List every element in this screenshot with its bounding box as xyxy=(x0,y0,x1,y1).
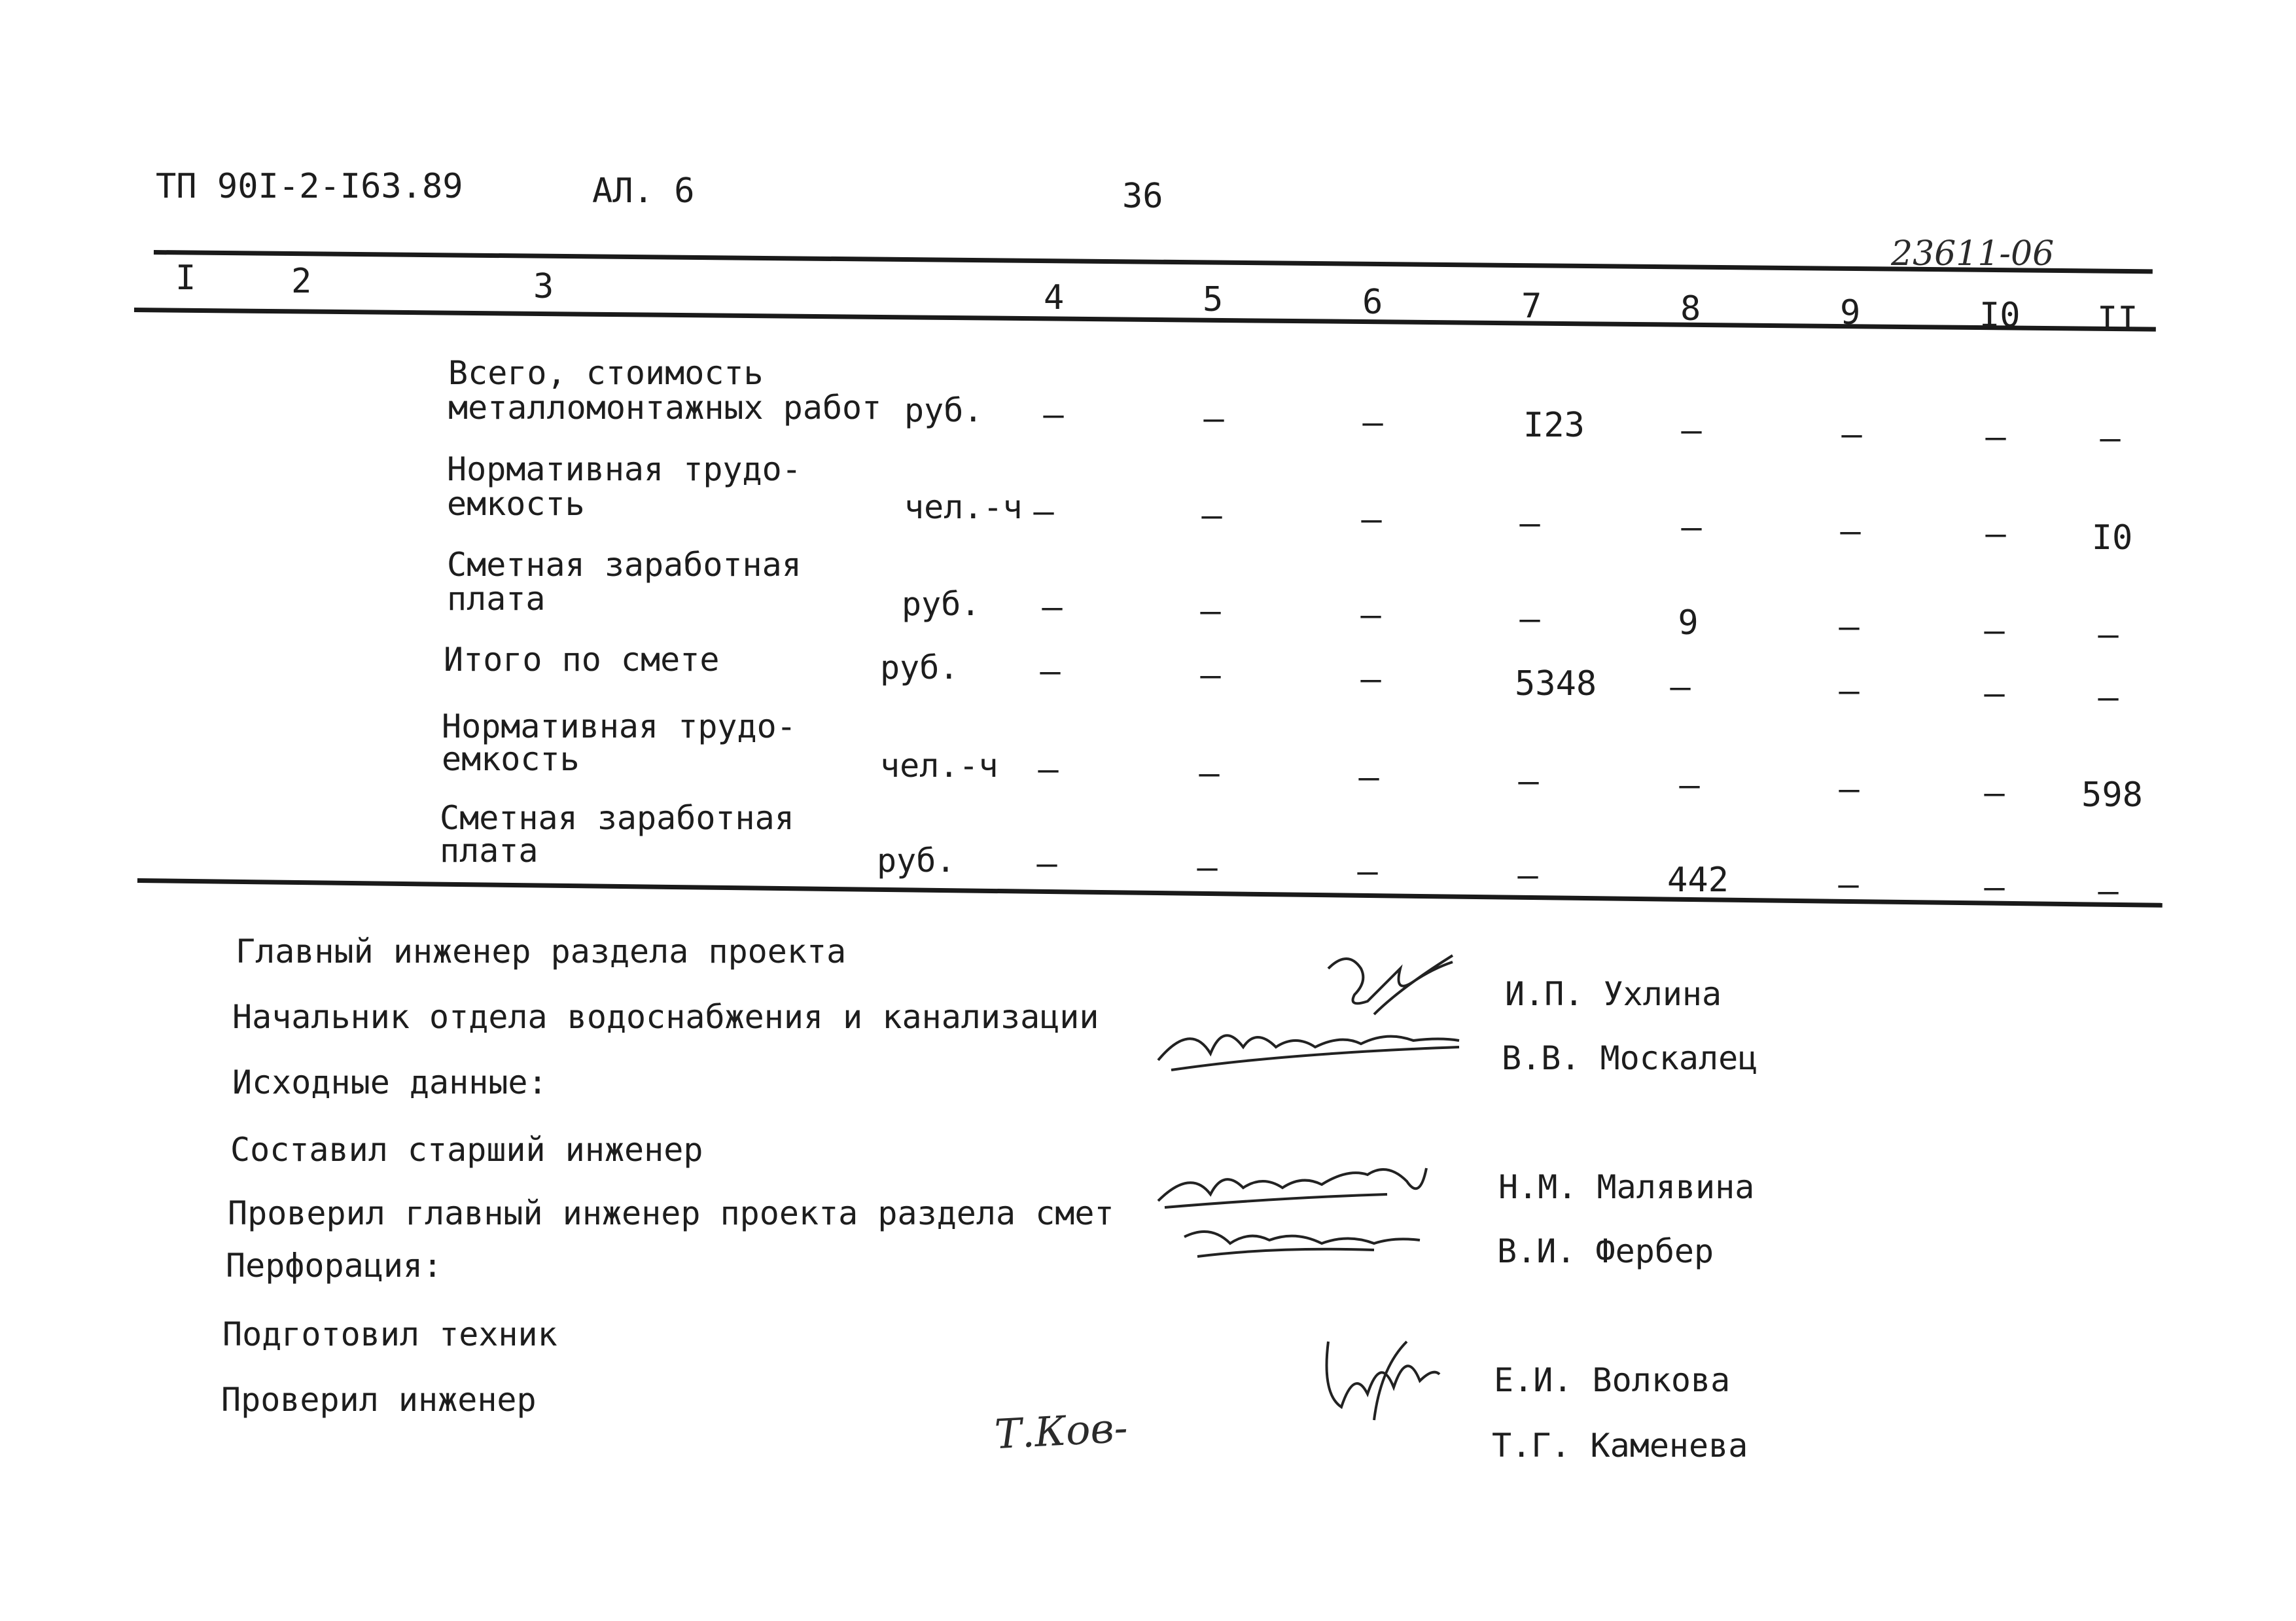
signature-role: Составил старший инженер xyxy=(230,1131,703,1169)
cell-col7: 5348 xyxy=(1515,664,1597,704)
row-label-line1: Нормативная трудо- xyxy=(442,707,796,745)
column-header-10: I0 xyxy=(1979,296,2021,335)
row-unit: руб. xyxy=(877,842,956,880)
column-header-2: 2 xyxy=(291,262,312,301)
cell-col8: 442 xyxy=(1667,861,1729,900)
cell-col9: – xyxy=(1839,607,1860,647)
cell-col4: – xyxy=(1033,492,1054,531)
column-header-4: 4 xyxy=(1044,278,1065,317)
cell-col5: – xyxy=(1200,592,1221,631)
signature-name: Е.И. Волкова xyxy=(1494,1361,1731,1399)
row-label-line1: Сметная заработная xyxy=(447,546,802,584)
cell-col10: – xyxy=(1985,514,2006,554)
cell-col11: – xyxy=(2100,419,2121,458)
cell-col9: – xyxy=(1839,671,1860,711)
signature-role: Подготовил техник xyxy=(222,1315,557,1353)
cell-col11: – xyxy=(2098,678,2119,717)
cell-col7: – xyxy=(1519,599,1540,639)
signature-ferber-image xyxy=(1178,1217,1426,1270)
cell-col10: – xyxy=(1985,418,2006,457)
column-header-9: 9 xyxy=(1840,293,1861,332)
cell-col4: – xyxy=(1043,395,1064,435)
cell-col7: – xyxy=(1518,762,1539,801)
cell-col6: – xyxy=(1362,403,1383,442)
cell-col5: – xyxy=(1197,848,1218,887)
row-unit: чел.-ч xyxy=(904,488,1023,526)
column-header-6: 6 xyxy=(1362,283,1383,322)
signature-moskalets-image xyxy=(1152,1008,1466,1080)
column-header-11: II xyxy=(2097,300,2138,339)
signature-kameneva-handwritten: Т.Ков- xyxy=(993,1403,1129,1459)
row-label-line1: Нормативная трудо- xyxy=(447,450,802,488)
table-top-rule xyxy=(154,250,2153,274)
cell-col8: – xyxy=(1681,508,1702,547)
cell-col11: I0 xyxy=(2091,518,2133,558)
cell-col5: – xyxy=(1201,496,1222,535)
row-label-line1: Сметная заработная xyxy=(440,799,794,837)
row-label-line1: Итого по смете xyxy=(444,641,720,679)
signature-role: Исходные данные: xyxy=(232,1063,548,1101)
cell-col4: – xyxy=(1040,652,1061,691)
cell-col5: – xyxy=(1203,399,1224,438)
signature-role: Проверил главный инженер проекта раздела смет xyxy=(228,1194,1114,1232)
cell-col7: – xyxy=(1519,504,1540,543)
cell-col4: – xyxy=(1036,844,1057,883)
row-unit: руб. xyxy=(902,585,981,623)
row-unit: чел.-ч xyxy=(880,747,998,785)
cell-col6: – xyxy=(1360,596,1381,635)
signature-volkova-image xyxy=(1315,1328,1446,1427)
cell-col8: – xyxy=(1670,668,1691,707)
column-header-8: 8 xyxy=(1680,289,1701,329)
cell-col11: – xyxy=(2098,615,2119,654)
row-unit: руб. xyxy=(904,391,983,429)
cell-col6: – xyxy=(1357,852,1378,891)
signature-role: Проверил инженер xyxy=(221,1381,537,1419)
column-header-1: I xyxy=(175,258,196,298)
cell-col10: – xyxy=(1984,868,2005,907)
cell-col8: – xyxy=(1679,766,1700,805)
signature-name: В.И. Фербер xyxy=(1497,1232,1714,1270)
cell-col11: 598 xyxy=(2081,775,2143,815)
cell-col10: – xyxy=(1984,674,2005,713)
cell-col9: – xyxy=(1840,512,1861,551)
cell-col7: I23 xyxy=(1523,406,1585,445)
signature-role: Начальник отдела водоснабжения и канализации xyxy=(232,998,1099,1036)
cell-col4: – xyxy=(1042,588,1063,627)
column-header-3: 3 xyxy=(533,267,554,306)
cell-col9: – xyxy=(1839,770,1860,809)
signature-name: И.П. Ухлина xyxy=(1505,975,1722,1013)
cell-col7: – xyxy=(1517,856,1538,895)
signature-role: Главный инженер раздела проекта xyxy=(236,933,847,971)
column-header-7: 7 xyxy=(1521,287,1542,326)
cell-col4: – xyxy=(1038,750,1059,789)
column-header-5: 5 xyxy=(1203,280,1224,319)
signature-malyavina-image xyxy=(1152,1149,1433,1220)
row-label-line2: плата xyxy=(447,580,546,618)
cell-col10: – xyxy=(1984,611,2005,650)
row-label-line2: металломонтажных работ xyxy=(448,389,882,427)
row-unit: руб. xyxy=(880,649,959,686)
signature-name: В.В. Москалец xyxy=(1502,1039,1758,1077)
row-label-line1: Всего, стоимость xyxy=(448,354,764,392)
row-label-line2: емкость xyxy=(442,740,580,778)
document-code: ТП 90I-2-I63.89 xyxy=(156,167,463,206)
cell-col11: – xyxy=(2098,872,2119,911)
row-label-line2: плата xyxy=(440,832,539,870)
signature-name: Т.Г. Каменева xyxy=(1492,1427,1748,1465)
cell-col10: – xyxy=(1984,774,2005,813)
cell-col6: – xyxy=(1358,758,1379,797)
row-label-line2: емкость xyxy=(447,485,585,523)
cell-col6: – xyxy=(1361,500,1382,539)
cell-col8: 9 xyxy=(1678,603,1699,643)
cell-col8: – xyxy=(1681,411,1702,450)
cell-col9: – xyxy=(1838,865,1859,904)
album-number: АЛ. 6 xyxy=(592,171,695,211)
inventory-number: 23611-06 xyxy=(1891,234,2055,274)
signature-name: Н.М. Малявина xyxy=(1498,1168,1755,1206)
page-number: 36 xyxy=(1122,177,1163,216)
cell-col9: – xyxy=(1841,415,1862,454)
cell-col6: – xyxy=(1360,660,1381,699)
signature-role: Перфорация: xyxy=(226,1247,443,1285)
cell-col5: – xyxy=(1200,656,1221,695)
cell-col5: – xyxy=(1199,754,1220,793)
